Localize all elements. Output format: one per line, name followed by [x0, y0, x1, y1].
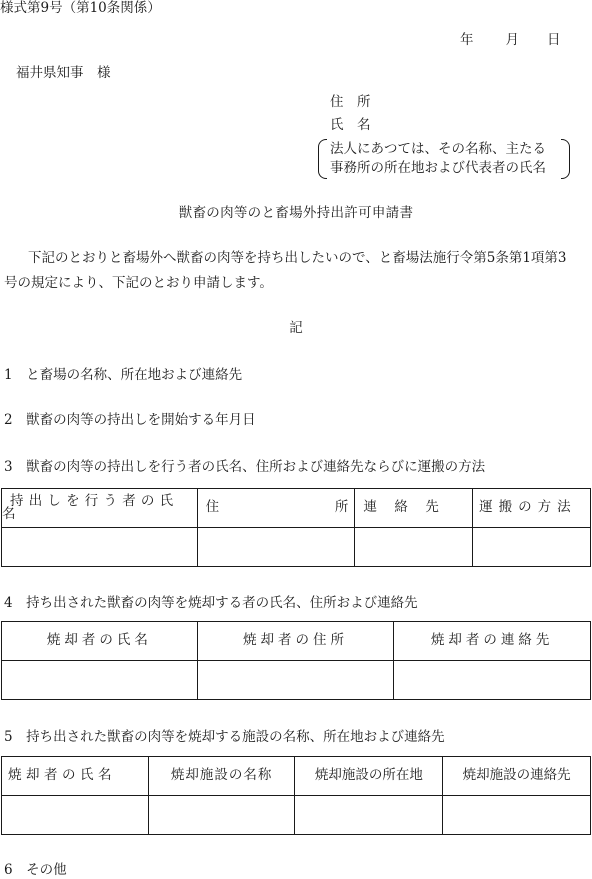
item-5-heading: 5 持ち出された獣畜の肉等を焼却する施設の名称、所在地および連絡先: [4, 729, 445, 745]
header-facility-name: 焼却施設の名称: [148, 757, 295, 796]
item-1-heading: 1 と畜場の名称、所在地および連絡先: [4, 367, 243, 383]
table-header-row: [2, 489, 591, 528]
corporation-note-line1: 法人にあつては、その名称、主たる: [330, 141, 546, 157]
cell-facility-name-input[interactable]: [148, 796, 295, 835]
table-row: [2, 661, 591, 700]
cell-address-input[interactable]: [197, 528, 355, 567]
header-contact: 連 絡 先: [355, 489, 473, 528]
item-6-heading: 6 その他: [4, 862, 67, 878]
header-incinerator-address: 焼却者の住所: [197, 622, 394, 661]
header-incinerator-name: 焼却者の氏名: [2, 622, 198, 661]
table-header-row: [2, 622, 591, 661]
body-text-line1: 下記のとおりと畜場外へ獣畜の肉等を持ち出したいので、と畜場法施行令第5条第1項第3: [28, 250, 567, 266]
cell-transporter-name-input[interactable]: [2, 528, 198, 567]
date-day: 日: [547, 32, 561, 48]
name-label: 氏 名: [330, 117, 371, 133]
header-address: 住 所: [197, 489, 355, 528]
date-year: 年: [460, 32, 474, 48]
header-incinerator-contact: 焼却者の連絡先: [394, 622, 591, 661]
transport-table: [1, 488, 591, 567]
form-number: 様式第9号（第10条関係）: [0, 0, 161, 16]
address-label: 住 所: [330, 94, 371, 110]
incinerator-person-table: [1, 621, 591, 700]
ki-heading: 記: [289, 320, 303, 336]
incineration-facility-table: [1, 756, 591, 835]
cell-incinerator-address-input[interactable]: [197, 661, 394, 700]
cell-incinerator-name-input[interactable]: [2, 661, 198, 700]
header-transport-method: 運搬の方法: [473, 489, 591, 528]
cell-transport-method-input[interactable]: [473, 528, 591, 567]
cell-facility-location-input[interactable]: [295, 796, 443, 835]
cell-contact-input[interactable]: [355, 528, 473, 567]
item-3-heading: 3 獣畜の肉等の持出しを行う者の氏名、住所および連絡先ならびに運搬の方法: [4, 459, 486, 475]
header-transporter-name: 持出しを行う者の氏名: [2, 489, 198, 528]
document-title: 獣畜の肉等のと畜場外持出許可申請書: [178, 205, 414, 221]
table-row: [2, 528, 591, 567]
cell-incinerator-contact-input[interactable]: [394, 661, 591, 700]
item-4-heading: 4 持ち出された獣畜の肉等を焼却する者の氏名、住所および連絡先: [4, 595, 418, 611]
addressee: 福井県知事 様: [16, 65, 111, 81]
table-header-row: [2, 757, 591, 796]
corporation-note-line2: 事務所の所在地および代表者の氏名: [330, 160, 546, 176]
date-month: 月: [505, 32, 519, 48]
header-facility-location: 焼却施設の所在地: [295, 757, 443, 796]
header-incinerator-name: 焼却者の氏名: [2, 757, 149, 796]
header-facility-contact: 焼却施設の連絡先: [443, 757, 591, 796]
cell-facility-contact-input[interactable]: [443, 796, 591, 835]
table-row: [2, 796, 591, 835]
body-text-line2: 号の規定により、下記のとおり申請します。: [4, 275, 273, 291]
cell-incinerator-name-input[interactable]: [2, 796, 149, 835]
item-2-heading: 2 獣畜の肉等の持出しを開始する年月日: [4, 412, 256, 428]
date-line: [460, 34, 561, 48]
